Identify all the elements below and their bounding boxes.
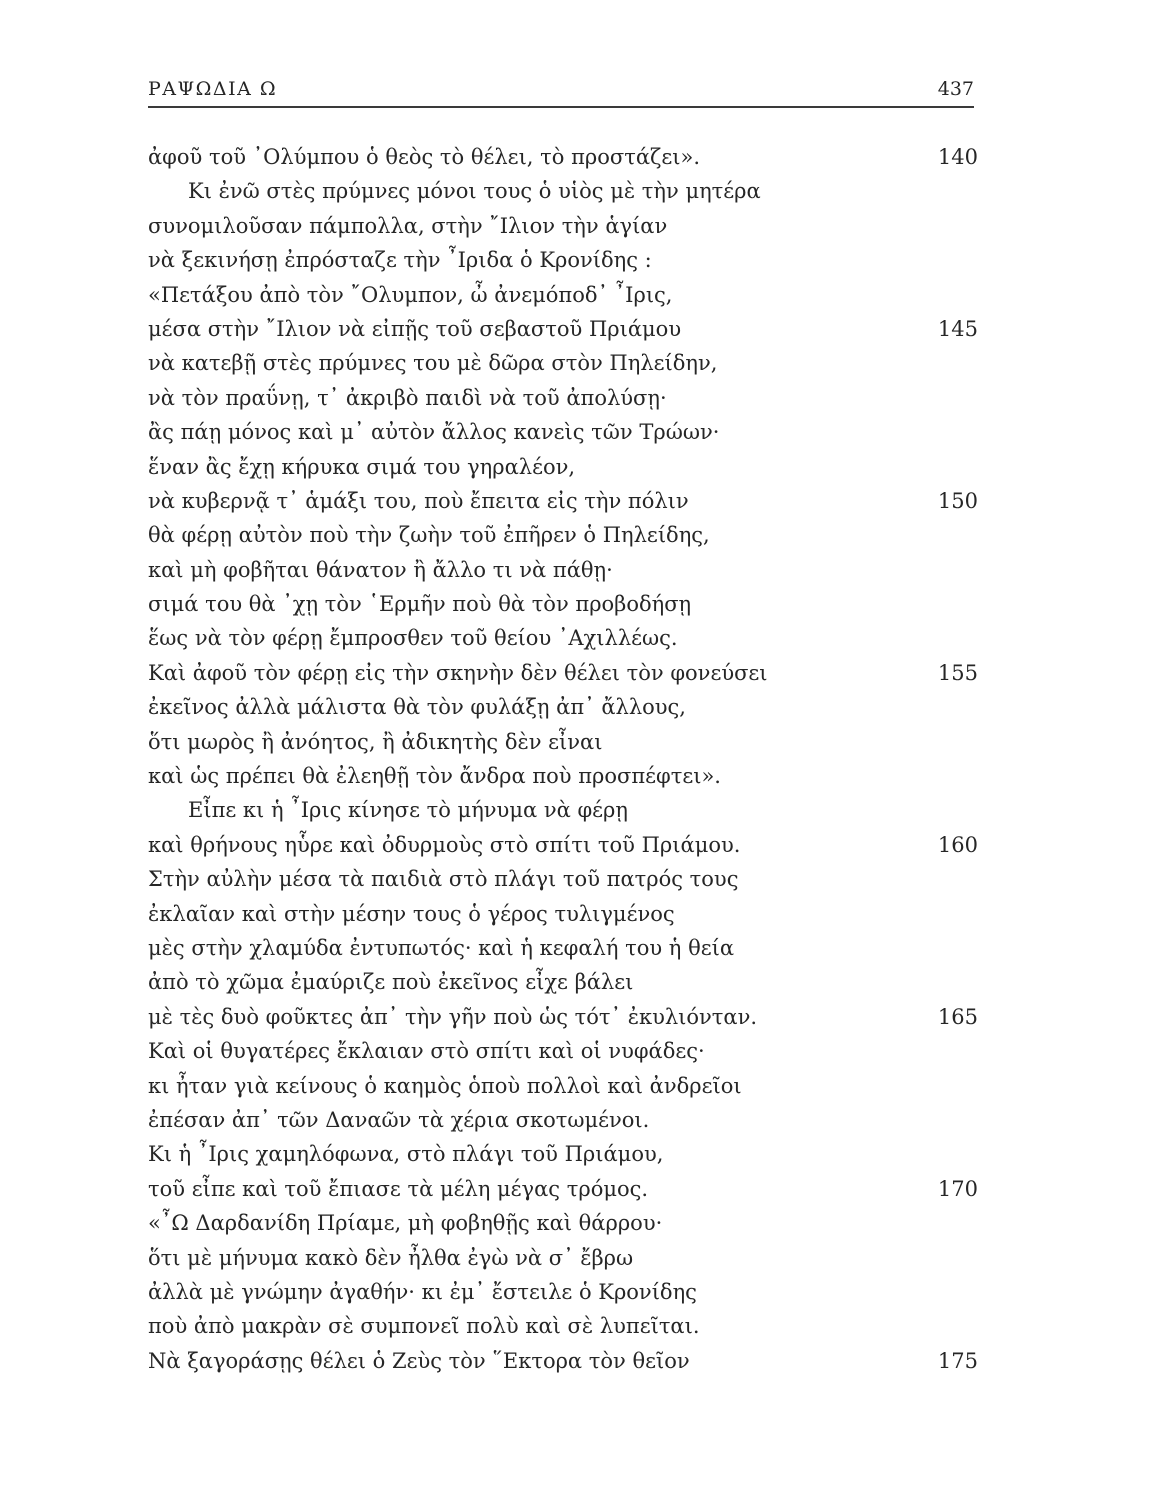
verse-text: καὶ ὡς πρέπει θὰ ἐλεηθῇ τὸν ἄνδρα ποὺ προσπέφτει». [148, 764, 721, 789]
verse-line [148, 174, 978, 208]
verse-text: ἐκεῖνος ἀλλὰ μάλιστα θὰ τὸν φυλάξῃ ἀπ᾿ ἄλλους, [148, 695, 686, 720]
line-number: 165 [937, 1004, 978, 1029]
verse-text: Καὶ οἱ θυγατέρες ἔκλαιαν στὸ σπίτι καὶ οἱ νυφάδες· [148, 1039, 705, 1064]
verse-line [148, 621, 978, 655]
running-head [148, 74, 974, 104]
verse-line [148, 381, 978, 415]
line-number: 175 [937, 1348, 978, 1373]
verse-line [148, 140, 978, 174]
verse-line [148, 278, 978, 312]
verse-text: μέσα στὴν ῎Ιλιον νὰ εἰπῇς τοῦ σεβαστοῦ Πριάμου [148, 316, 682, 341]
verse-text: σιμά του θὰ ᾿χῃ τὸν ῾Ερμῆν ποὺ θὰ τὸν προβοδήσῃ [148, 592, 692, 617]
verse-text: «῏Ω Δαρδανίδη Πρίαμε, μὴ φοβηθῇς καὶ θάρρου· [148, 1211, 663, 1236]
verse-line [148, 965, 978, 999]
verse-text: μὲς στὴν χλαμύδα ἐντυπωτός· καὶ ἡ κεφαλή του ἡ θεία [148, 935, 735, 960]
verse-text: ἂς πάῃ μόνος καὶ μ᾿ αὐτὸν ἄλλος κανεὶς τῶν Τρώων· [148, 420, 720, 445]
line-number: 170 [937, 1176, 978, 1201]
verse-line [148, 553, 978, 587]
page-number: 437 [937, 78, 974, 100]
verse-line [148, 1069, 978, 1103]
line-number: 155 [937, 660, 978, 685]
verse-line [148, 312, 978, 346]
verse-line [148, 759, 978, 793]
line-number: 150 [937, 488, 978, 513]
verse-line [148, 209, 978, 243]
verse-text: ποὺ ἀπὸ μακρὰν σὲ συμπονεῖ πολὺ καὶ σὲ λυπεῖται. [148, 1314, 700, 1339]
verse-line [148, 656, 978, 690]
verse-text: Κι ἐνῶ στὲς πρύμνες μόνοι τους ὁ υἱὸς μὲ τὴν μητέρα [188, 179, 761, 204]
verse-line [148, 243, 978, 277]
verse-line [148, 518, 978, 552]
verse-line [148, 587, 978, 621]
verse-text: ἕναν ἂς ἔχῃ κήρυκα σιμά του γηραλέον, [148, 454, 576, 479]
verse-line [148, 450, 978, 484]
verse-text: «Πετάξου ἀπὸ τὸν ῎Ολυμπον, ὦ ἀνεμόποδ᾿ ῏Ιρις, [148, 282, 673, 307]
verse-line [148, 931, 978, 965]
verse-text: Νὰ ξαγοράσῃς θέλει ὁ Ζεὺς τὸν ῞Εκτορα τὸν θεῖον [148, 1348, 690, 1373]
verse-text: νὰ κυβερνᾷ τ᾿ ἁμάξι του, ποὺ ἔπειτα εἰς τὴν πόλιν [148, 488, 689, 513]
verse-line [148, 1344, 978, 1378]
verse-text: ἀπὸ τὸ χῶμα ἐμαύριζε ποὺ ἐκεῖνος εἶχε βάλει [148, 970, 634, 995]
verse-line [148, 346, 978, 380]
verse-line [148, 1309, 978, 1343]
verse-text: ὅτι μωρὸς ἢ ἀνόητος, ἢ ἀδικητὴς δὲν εἶναι [148, 729, 603, 754]
verse-line [148, 1034, 978, 1068]
verse-text: κι ἦταν γιὰ κείνους ὁ καημὸς ὁποὺ πολλοὶ καὶ ἀνδρεῖοι [148, 1073, 742, 1098]
verse-text: καὶ μὴ φοβῆται θάνατον ἢ ἄλλο τι νὰ πάθῃ· [148, 557, 613, 582]
verse-text: ἀλλὰ μὲ γνώμην ἀγαθήν· κι ἐμ᾿ ἔστειλε ὁ Κρονίδης [148, 1279, 697, 1304]
verse-text: ἐπέσαν ἀπ᾿ τῶν Δαναῶν τὰ χέρια σκοτωμένοι. [148, 1107, 650, 1132]
running-title: ΡΑΨΩΔΙΑ Ω [148, 78, 278, 100]
verse-text: συνομιλοῦσαν πάμπολλα, στὴν ῎Ιλιον τὴν ἁγίαν [148, 213, 668, 238]
verse-text: τοῦ εἶπε καὶ τοῦ ἔπιασε τὰ μέλη μέγας τρόμος. [148, 1176, 649, 1201]
verse-text: ἕως νὰ τὸν φέρῃ ἔμπροσθεν τοῦ θείου ᾿Αχιλλέως. [148, 626, 678, 651]
verse-line [148, 793, 978, 827]
verse-text: καὶ θρήνους ηὗρε καὶ ὀδυρμοὺς στὸ σπίτι τοῦ Πριάμου. [148, 832, 741, 857]
verse-text: Κι ἡ ῏Ιρις χαμηλόφωνα, στὸ πλάγι τοῦ Πριάμου, [148, 1142, 664, 1167]
verse-text: Στὴν αὐλὴν μέσα τὰ παιδιὰ στὸ πλάγι τοῦ πατρός τους [148, 867, 739, 892]
verse-line [148, 862, 978, 896]
verse-line [148, 897, 978, 931]
verse-line [148, 690, 978, 724]
verse-line [148, 484, 978, 518]
verse-text: Καὶ ἀφοῦ τὸν φέρῃ εἰς τὴν σκηνὴν δὲν θέλει τὸν φονεύσει [148, 660, 768, 685]
line-number: 160 [937, 832, 978, 857]
verse-line [148, 1206, 978, 1240]
header-rule [148, 106, 974, 108]
verse-line [148, 415, 978, 449]
verse-line [148, 1241, 978, 1275]
verse-line [148, 1172, 978, 1206]
verse-text: νὰ ξεκινήσῃ ἐπρόσταζε τὴν ῏Ιριδα ὁ Κρονίδης : [148, 248, 652, 273]
verse-text: ὅτι μὲ μήνυμα κακὸ δὲν ἦλθα ἐγὼ νὰ σ᾿ ἔβρω [148, 1245, 634, 1270]
verse-line [148, 1103, 978, 1137]
verse-text: ἀφοῦ τοῦ ᾿Ολύμπου ὁ θεὸς τὸ θέλει, τὸ προστάζει». [148, 145, 701, 169]
verse-line [148, 1275, 978, 1309]
line-number: 140 [937, 145, 978, 169]
verse-line [148, 1000, 978, 1034]
verse-text: ἐκλαῖαν καὶ στὴν μέσην τους ὁ γέρος τυλιγμένος [148, 901, 675, 926]
verse-text: νὰ τὸν πραΰνῃ, τ᾿ ἀκριβὸ παιδὶ νὰ τοῦ ἀπολύσῃ· [148, 385, 667, 410]
verse-line [148, 828, 978, 862]
verse-text: μὲ τὲς δυὸ φοῦκτες ἀπ᾿ τὴν γῆν ποὺ ὡς τότ᾿ ἐκυλιόνταν. [148, 1004, 758, 1029]
verse-text: νὰ κατεβῇ στὲς πρύμνες του μὲ δῶρα στὸν Πηλείδην, [148, 351, 718, 376]
line-number: 145 [937, 316, 978, 341]
verse-text: θὰ φέρῃ αὐτὸν ποὺ τὴν ζωὴν τοῦ ἐπῆρεν ὁ Πηλείδης, [148, 523, 710, 548]
verse-line [148, 1137, 978, 1171]
verse-line [148, 725, 978, 759]
verse-block [148, 140, 978, 1378]
verse-text: Εἶπε κι ἡ ῏Ιρις κίνησε τὸ μήνυμα νὰ φέρῃ [188, 798, 628, 823]
